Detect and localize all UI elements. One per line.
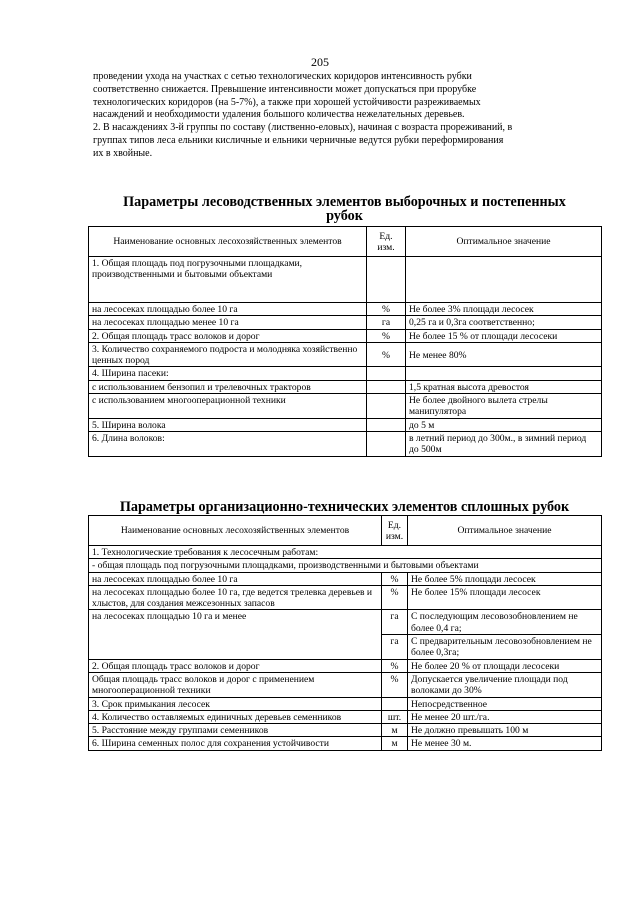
intro-line: 2. В насаждениях 3-й группы по составу (лиственно-еловых), начиная с возраста прореживаний, в [93, 122, 513, 134]
cell-name: 2. Общая площадь трасс волоков и дорог [89, 329, 367, 342]
cell-value: до 5 м [406, 418, 602, 431]
cell-value: Не менее 30 м. [408, 737, 602, 750]
table-row [89, 394, 602, 419]
selective-cutting-parameters-table [88, 226, 602, 457]
table-row [89, 303, 602, 316]
cell-value: 0,25 га и 0,3га соответственно; [406, 316, 602, 329]
table-row [89, 585, 602, 610]
cell-unit: га [382, 610, 408, 635]
table-row [89, 572, 602, 585]
cell-unit [367, 257, 406, 303]
cell-unit: % [382, 585, 408, 610]
cell-name: на лесосеках площадью более 10 га [89, 572, 382, 585]
table-row [89, 380, 602, 393]
cell-value: в летний период до 300м., в зимний период до 500м [406, 431, 602, 456]
cell-name: 4. Количество оставляемых единичных деревьев семенников [89, 710, 382, 723]
table-header-row [89, 516, 602, 546]
cell-unit [367, 431, 406, 456]
cell-name: 3. Количество сохраняемого подроста и молодняка хозяйственно ценных пород [89, 342, 367, 367]
table-row [89, 724, 602, 737]
cell-unit: % [382, 659, 408, 672]
header-unit: Ед. изм. [382, 516, 408, 546]
table-row [89, 431, 602, 456]
cell-value: Не менее 80% [406, 342, 602, 367]
cell-name: 4. Ширина пасеки: [89, 367, 367, 380]
intro-text [93, 71, 596, 161]
cell-name: на лесосеках площадью менее 10 га [89, 316, 367, 329]
cell-value: Не должно превышать 100 м [408, 724, 602, 737]
table-row [89, 316, 602, 329]
cell-value: С предварительным лесовозобновлением не более 0,3га; [408, 635, 602, 660]
cell-name: Общая площадь трасс волоков и дорог с применением многооперационной техники [89, 672, 382, 697]
cell-value: Не более двойного вылета стрелы манипулятора [406, 394, 602, 419]
table1-title-line: рубок [326, 208, 363, 224]
cell-name: 6. Длина волоков: [89, 431, 367, 456]
cell-value: С последующим лесовозобновлением не более 0,4 га; [408, 610, 602, 635]
subsection-label: - общая площадь под погрузочными площадками, производственными и бытовыми объектами [89, 559, 602, 572]
cell-name: на лесосеках площадью более 10 га [89, 303, 367, 316]
cell-unit: % [367, 342, 406, 367]
cell-value: Не более 15 % от площади лесосеки [406, 329, 602, 342]
table-row [89, 737, 602, 750]
table-row [89, 257, 602, 303]
intro-line: группах типов леса ельники кисличные и ельники черничные ведутся рубки переформирования [93, 134, 504, 146]
table-section-row [89, 546, 602, 559]
cell-name: 3. Срок примыкания лесосек [89, 697, 382, 710]
cell-value: Не менее 20 шт./га. [408, 710, 602, 723]
table-header-row [89, 227, 602, 257]
table-row [89, 342, 602, 367]
table-row [89, 672, 602, 697]
header-value: Оптимальное значение [406, 227, 602, 257]
header-name: Наименование основных лесохозяйственных элементов [89, 516, 382, 546]
intro-line: соответственно снижается. Превышение интенсивности может допускаться при прорубке [93, 83, 477, 95]
page-number: 205 [311, 55, 329, 69]
cell-name: 5. Расстояние между группами семенников [89, 724, 382, 737]
table1-title [93, 195, 596, 223]
cell-unit [367, 394, 406, 419]
section-label: 1. Технологические требования к лесосечным работам: [89, 546, 602, 559]
table-row [89, 610, 602, 635]
cell-unit [367, 367, 406, 380]
cell-name: 1. Общая площадь под погрузочными площадками, производственными и бытовыми объектами [89, 257, 367, 303]
cell-name: с использованием многооперационной техники [89, 394, 367, 419]
cell-name: на лесосеках площадью более 10 га, где ведется трелевка деревьев и хлыстов, для создания межсезонных запасов [89, 585, 382, 610]
cell-unit: шт. [382, 710, 408, 723]
intro-line: проведении ухода на участках с сетью технологических коридоров интенсивность рубки [93, 71, 472, 82]
cell-value: Не более 3% площади лесосек [406, 303, 602, 316]
cell-name: с использованием бензопил и трелевочных тракторов [89, 380, 367, 393]
intro-line: их в хвойные. [93, 147, 153, 159]
clear-cutting-parameters-table [88, 515, 602, 751]
cell-value: Непосредственное [408, 697, 602, 710]
table-row [89, 418, 602, 431]
table-row [89, 697, 602, 710]
table-row [89, 659, 602, 672]
cell-unit: % [382, 572, 408, 585]
cell-value: Допускается увеличение площади под волоками до 30% [408, 672, 602, 697]
cell-name: на лесосеках площадью 10 га и менее [89, 610, 382, 659]
cell-unit: м [382, 737, 408, 750]
header-name: Наименование основных лесохозяйственных элементов [89, 227, 367, 257]
cell-unit: % [367, 329, 406, 342]
cell-unit: га [382, 635, 408, 660]
cell-unit: м [382, 724, 408, 737]
cell-value [406, 367, 602, 380]
cell-value: Не более 5% площади лесосек [408, 572, 602, 585]
cell-unit [367, 418, 406, 431]
header-unit: Ед. изм. [367, 227, 406, 257]
table-row [89, 329, 602, 342]
cell-value [406, 257, 602, 303]
header-value: Оптимальное значение [408, 516, 602, 546]
cell-unit: га [367, 316, 406, 329]
cell-unit [367, 380, 406, 393]
cell-unit [382, 697, 408, 710]
cell-unit: % [382, 672, 408, 697]
cell-unit: % [367, 303, 406, 316]
cell-name: 5. Ширина волока [89, 418, 367, 431]
cell-value: Не более 15% площади лесосек [408, 585, 602, 610]
cell-name: 2. Общая площадь трасс волоков и дорог [89, 659, 382, 672]
cell-value: 1,5 кратная высота древостоя [406, 380, 602, 393]
table1-title-line: Параметры лесоводственных элементов выборочных и постепенных [123, 194, 566, 210]
cell-value: Не более 20 % от площади лесосеки [408, 659, 602, 672]
table-row [89, 367, 602, 380]
cell-name: 6. Ширина семенных полос для сохранения устойчивости [89, 737, 382, 750]
table2-title: Параметры организационно-технических элементов сплошных рубок [119, 499, 570, 515]
intro-line: технологических коридоров (на 5-7%), а также при хорошей устойчивости разреживаемых [93, 96, 481, 108]
table-row [89, 710, 602, 723]
intro-line: насаждений и необходимости удаления большого количества нежелательных деревьев. [93, 109, 465, 121]
table-subsection-row [89, 559, 602, 572]
